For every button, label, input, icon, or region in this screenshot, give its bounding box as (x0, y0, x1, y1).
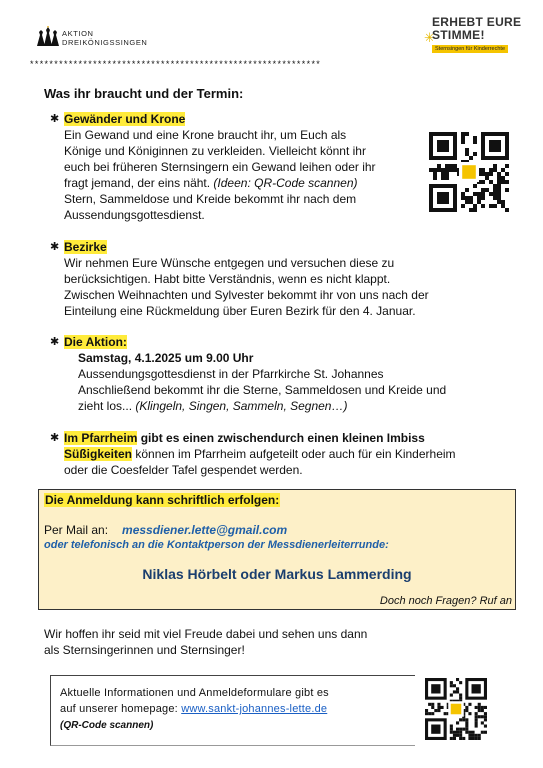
text-line: Anschließend bekommt ihr die Sterne, Sammeldosen und Kreide und (78, 383, 447, 397)
phone-text: oder telefonisch an die Kontaktperson der Messdienerleiterrunde: (44, 539, 389, 551)
text-line: Aussendungsgottesdienst. (64, 208, 205, 222)
text-line: Wir nehmen Eure Wünsche entgegen und versuchen diese zu (64, 256, 395, 270)
asterisk-bullet-icon: ✱ (50, 336, 60, 348)
logo-left-line-2: DREIKÖNIGSSINGEN (62, 38, 148, 47)
registration-title: Die Anmeldung kann schriftlich erfolgen: (45, 493, 280, 507)
text-line: Einteilung eine Rückmeldung über Euren Bezirk für den 4. Januar. (64, 304, 416, 318)
logo-right-line-2: STIMME! (432, 28, 485, 42)
text-line: zieht los... (78, 399, 136, 413)
section-title-aktion: Die Aktion: (64, 335, 127, 349)
homepage-link[interactable]: www.sankt-johannes-lette.de (181, 703, 328, 715)
closing-text (44, 626, 367, 658)
sun-icon: ✳ (424, 30, 435, 45)
scan-hint: (QR-Code scannen) (60, 720, 154, 731)
info-line-1: Aktuelle Informationen und Anmeldeformulare gibt es (60, 687, 329, 699)
text-line: gibt es einen zwischendurch einen kleinen Imbiss (137, 431, 425, 445)
aktion-dreikoenigssingen-logo (36, 22, 156, 52)
mail-label: Per Mail an: (44, 523, 109, 537)
email-link[interactable]: messdiener.lette@gmail.com (122, 523, 288, 537)
qr-hint: (Ideen: QR-Code scannen) (213, 176, 358, 190)
qr-code-icon (429, 132, 509, 212)
text-line: Ein Gewand und eine Krone braucht ihr, um Euch als (64, 128, 347, 142)
contact-names: Niklas Hörbelt oder Markus Lammerding (142, 566, 412, 582)
section-pfarrheim (50, 430, 520, 478)
star-divider: ************************************************************ (30, 59, 322, 69)
logo-left-line-1: AKTION (62, 29, 94, 38)
text-line: fragt jemand, der eins näht. (64, 176, 214, 190)
text-line: euch bei früheren Sternsingern ein Gewand leihen oder ihr (64, 160, 376, 174)
section-gewaender (50, 111, 490, 223)
section-title-pfarrheim: Im Pfarrheim (64, 431, 138, 445)
page-heading: Was ihr braucht und der Termin: (44, 86, 244, 101)
logo-right-line-1: ERHEBT EURE (432, 15, 522, 29)
activity-hint: (Klingeln, Singen, Sammeln, Segnen…) (135, 399, 348, 413)
section-bezirke (50, 239, 490, 319)
section-aktion (50, 334, 490, 414)
text-line: können im Pfarrheim aufgeteilt oder auch für ein Kinderheim (132, 447, 456, 461)
qr-code-icon (425, 678, 487, 740)
text-line: oder die Coesfelder Tafel gespendet werden. (64, 463, 303, 477)
event-date: Samstag, 4.1.2025 um 9.00 Uhr (78, 351, 254, 365)
text-line: Stern, Sammeldose und Kreide bekommt ihr nach dem (64, 192, 357, 206)
erhebt-eure-stimme-logo (424, 15, 522, 60)
text-line: Zwischen Weihnachten und Sylvester bekommt ihr von uns nach der (64, 288, 429, 302)
questions-text: Doch noch Fragen? Ruf an (379, 595, 512, 607)
text-line: Könige und Königinnen zu verkleiden. Vielleicht könnt ihr (64, 144, 366, 158)
highlight-suessigkeiten: Süßigkeiten (64, 447, 133, 461)
text-line: als Sternsingerinnen und Sternsinger! (44, 643, 245, 657)
asterisk-bullet-icon: ✱ (50, 113, 60, 125)
asterisk-bullet-icon: ✱ (50, 241, 60, 253)
text-line: Aussendungsgottesdienst in der Pfarrkirche St. Johannes (78, 367, 384, 381)
info-line-2: auf unserer homepage: (60, 703, 182, 715)
asterisk-bullet-icon: ✱ (50, 432, 60, 444)
section-title-bezirke: Bezirke (64, 240, 107, 254)
text-line: berücksichtigen. Habt bitte Verständnis, wenn es nicht klappt. (64, 272, 391, 286)
section-title-gewaender: Gewänder und Krone (64, 112, 186, 126)
registration-box (38, 489, 516, 610)
info-box (50, 675, 415, 746)
logo-right-tagline: Sternsingen für Kinderrechte (432, 45, 508, 53)
three-kings-icon (36, 26, 60, 46)
text-line: Wir hoffen ihr seid mit viel Freude dabei und sehen uns dann (44, 627, 368, 641)
